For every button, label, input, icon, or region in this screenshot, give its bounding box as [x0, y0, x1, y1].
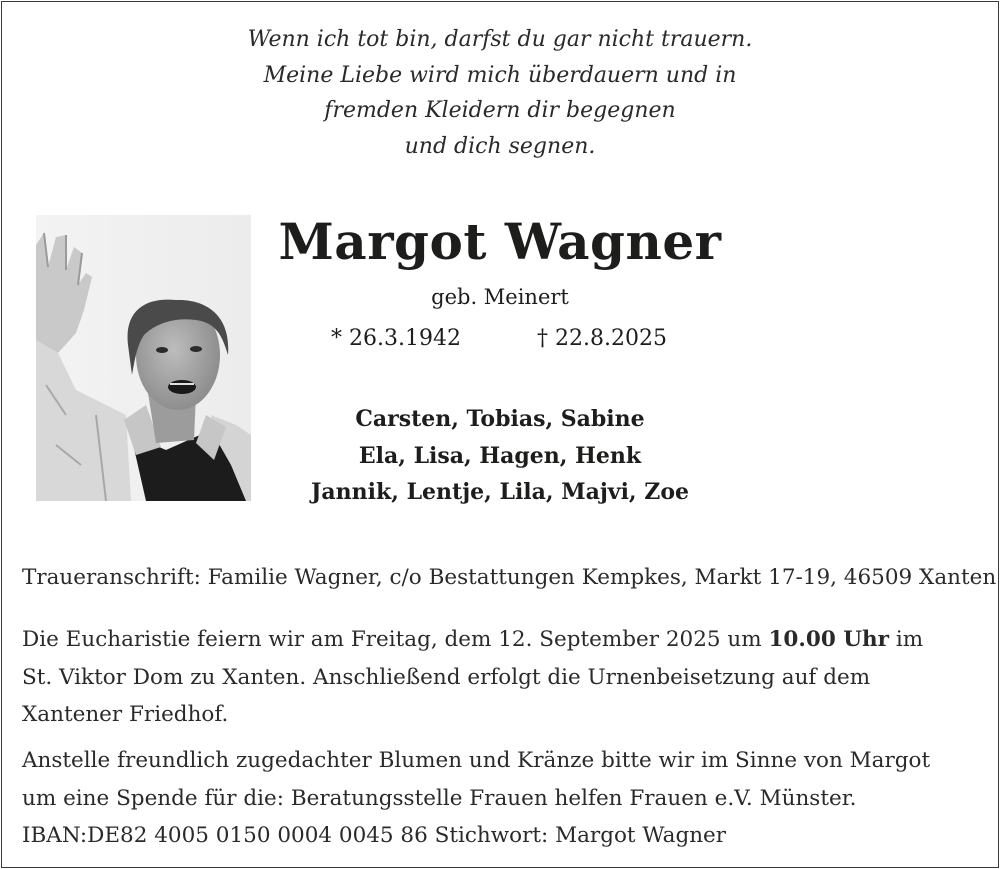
death-date: † 22.8.2025: [537, 326, 667, 351]
donation-info: [22, 742, 982, 855]
mourning-address: [22, 559, 997, 597]
family-line: Jannik, Lentje, Lila, Majvi, Zoe: [311, 479, 689, 505]
donation-line: Anstelle freundlich zugedachter Blumen und Kränze bitte wir im Sinne von Margot: [22, 748, 931, 773]
family-line: Ela, Lisa, Hagen, Henk: [358, 442, 642, 469]
donation-line: IBAN:DE82 4005 0150 0004 0045 86 Stichwort: Margot Wagner: [22, 823, 727, 848]
birth-date: * 26.3.1942: [331, 326, 461, 351]
service-line: St. Viktor Dom zu Xanten. Anschließend erfolgt die Urnenbeisetzung auf dem: [22, 664, 871, 690]
portrait-photo: [36, 215, 251, 501]
service-line: [22, 621, 982, 659]
poem: [0, 22, 1000, 164]
poem-line: und dich segnen.: [404, 133, 596, 159]
maiden-name: geb. Meinert: [431, 285, 569, 309]
poem-line: Wenn ich tot bin, darfst du gar nicht trauern.: [247, 27, 753, 52]
family-line: Carsten, Tobias, Sabine: [355, 406, 645, 432]
service-text: im: [888, 627, 924, 652]
donation-line: um eine Spende für die: Beratungsstelle Frauen helfen Frauen e.V. Münster.: [22, 785, 857, 811]
service-line: Xantener Friedhof.: [22, 702, 229, 727]
family-names: [250, 401, 750, 511]
service-info: [22, 621, 982, 734]
service-text: Die Eucharistie feiern wir am Freitag, dem 12. September 2025 um: [22, 627, 769, 652]
address-text: Traueranschrift: Familie Wagner, c/o Bestattungen Kempkes, Markt 17-19, 46509 Xanten: [22, 565, 997, 590]
poem-line: Meine Liebe wird mich überdauern und in: [263, 62, 737, 88]
deceased-name: Margot Wagner: [278, 212, 722, 271]
service-time: 10.00 Uhr: [768, 627, 889, 652]
poem-line: fremden Kleidern dir begegnen: [324, 98, 676, 123]
